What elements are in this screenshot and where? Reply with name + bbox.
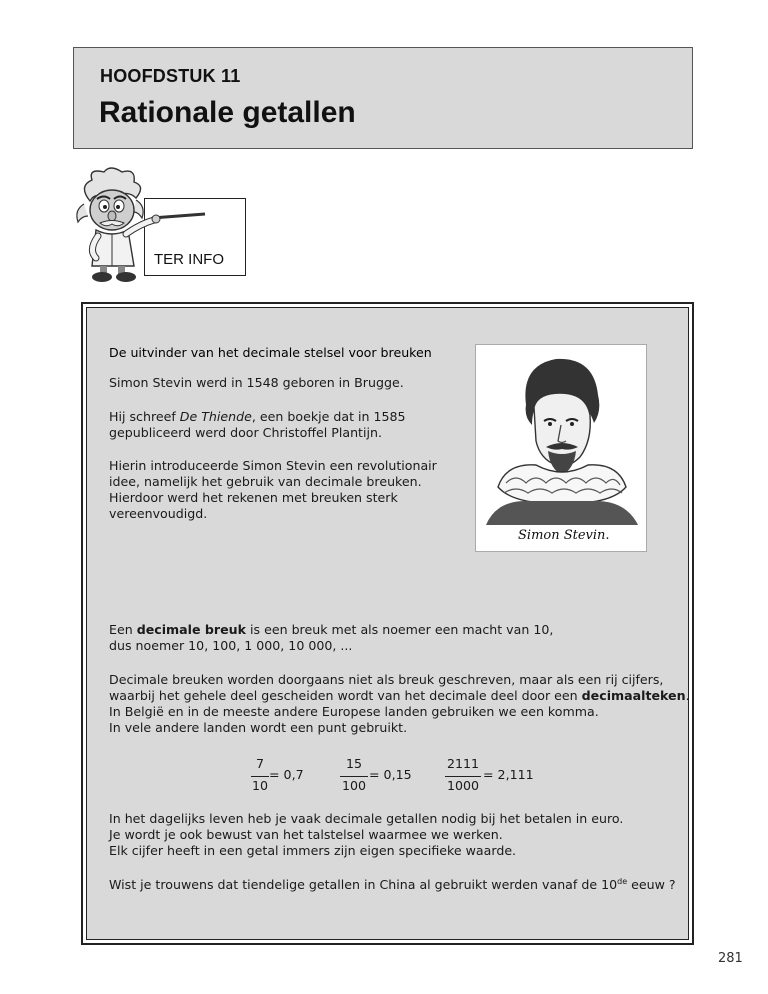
text-span: Hij schreef bbox=[109, 409, 180, 424]
decimal-line-1: Decimale breuken worden doorgaans niet als breuk geschreven, maar als een rij cijfers, bbox=[109, 672, 664, 687]
text-span: waarbij het gehele deel gescheiden wordt van het decimale deel door een bbox=[109, 688, 582, 703]
daily-line-1: In het dagelijks leven heb je vaak decimale getallen nodig bij het betalen in euro. bbox=[109, 811, 624, 826]
paragraph-revolution-2: idee, namelijk het gebruik van decimale breuken. bbox=[109, 474, 422, 489]
daily-line-2: Je wordt je ook bewust van het talstelsel waarmee we werken. bbox=[109, 827, 503, 842]
book-title: De Thiende bbox=[179, 409, 252, 424]
term-decimale-breuk: decimale breuk bbox=[136, 622, 247, 637]
chapter-label: HOOFDSTUK 11 bbox=[100, 66, 241, 86]
definition-line-1 bbox=[109, 622, 553, 638]
fraction-numerator: 2111 bbox=[446, 756, 480, 771]
fraction-bar bbox=[251, 776, 269, 777]
paragraph-revolution-3: Hierdoor werd het rekenen met breuken sterk bbox=[109, 490, 398, 505]
portrait-drawing bbox=[476, 345, 646, 525]
decimal-line-3: In België en in de meeste andere Europese landen gebruiken we een komma. bbox=[109, 704, 599, 719]
chapter-header bbox=[73, 47, 693, 149]
fraction-example-3 bbox=[445, 756, 534, 796]
fraction-numerator: 7 bbox=[255, 756, 264, 771]
ordinal-superscript: de bbox=[617, 876, 628, 886]
fraction-denominator: 100 bbox=[341, 778, 367, 793]
paragraph-thiende bbox=[109, 409, 406, 425]
decimal-line-4: In vele andere landen wordt een punt gebruikt. bbox=[109, 720, 408, 735]
professor-illustration bbox=[70, 166, 220, 286]
fraction-bar bbox=[445, 776, 481, 777]
fraction-example-1 bbox=[247, 756, 304, 796]
fraction-example-2 bbox=[339, 756, 412, 796]
chapter-title: Rationale getallen bbox=[99, 96, 356, 129]
daily-line-3: Elk cijfer heeft in een getal immers zijn eigen specifieke waarde. bbox=[109, 843, 517, 858]
text-span: , een boekje dat in 1585 bbox=[251, 409, 406, 424]
ter-info-graphic bbox=[70, 166, 250, 286]
portrait-caption: Simon Stevin. bbox=[518, 528, 610, 543]
paragraph-revolution-4: vereenvoudigd. bbox=[109, 506, 208, 521]
intro-title: De uitvinder van het decimale stelsel voor breuken bbox=[109, 345, 432, 360]
fraction-denominator: 10 bbox=[251, 778, 269, 793]
page-number: 281 bbox=[718, 951, 743, 966]
paragraph-thiende-line2: gepubliceerd werd door Christoffel Plantijn. bbox=[109, 425, 382, 440]
paragraph-revolution-1: Hierin introduceerde Simon Stevin een revolutionair bbox=[109, 458, 437, 473]
fraction-result: = 0,7 bbox=[269, 767, 304, 782]
fraction-result: = 0,15 bbox=[369, 767, 412, 782]
fraction-bar bbox=[340, 776, 368, 777]
ter-info-label: TER INFO bbox=[154, 251, 224, 268]
definition-line-2: dus noemer 10, 100, 1 000, 10 000, ... bbox=[109, 638, 353, 653]
text-span: is een breuk met als noemer een macht van 10, bbox=[246, 622, 554, 637]
info-box bbox=[86, 307, 689, 940]
text-span: eeuw ? bbox=[627, 877, 676, 892]
fraction-denominator: 1000 bbox=[446, 778, 480, 793]
china-line bbox=[109, 877, 676, 893]
text-span: Wist je trouwens dat tiendelige getallen in China al gebruikt werden vanaf de 10 bbox=[109, 877, 618, 892]
term-decimaalteken: decimaalteken bbox=[581, 688, 686, 703]
text-span: Een bbox=[109, 622, 137, 637]
fraction-numerator: 15 bbox=[345, 756, 363, 771]
info-box-frame bbox=[81, 302, 694, 945]
fraction-result: = 2,111 bbox=[483, 767, 534, 782]
simon-stevin-portrait bbox=[475, 344, 647, 552]
text-span: . bbox=[685, 688, 690, 703]
decimal-line-2 bbox=[109, 688, 690, 704]
paragraph-birth: Simon Stevin werd in 1548 geboren in Brugge. bbox=[109, 375, 404, 390]
